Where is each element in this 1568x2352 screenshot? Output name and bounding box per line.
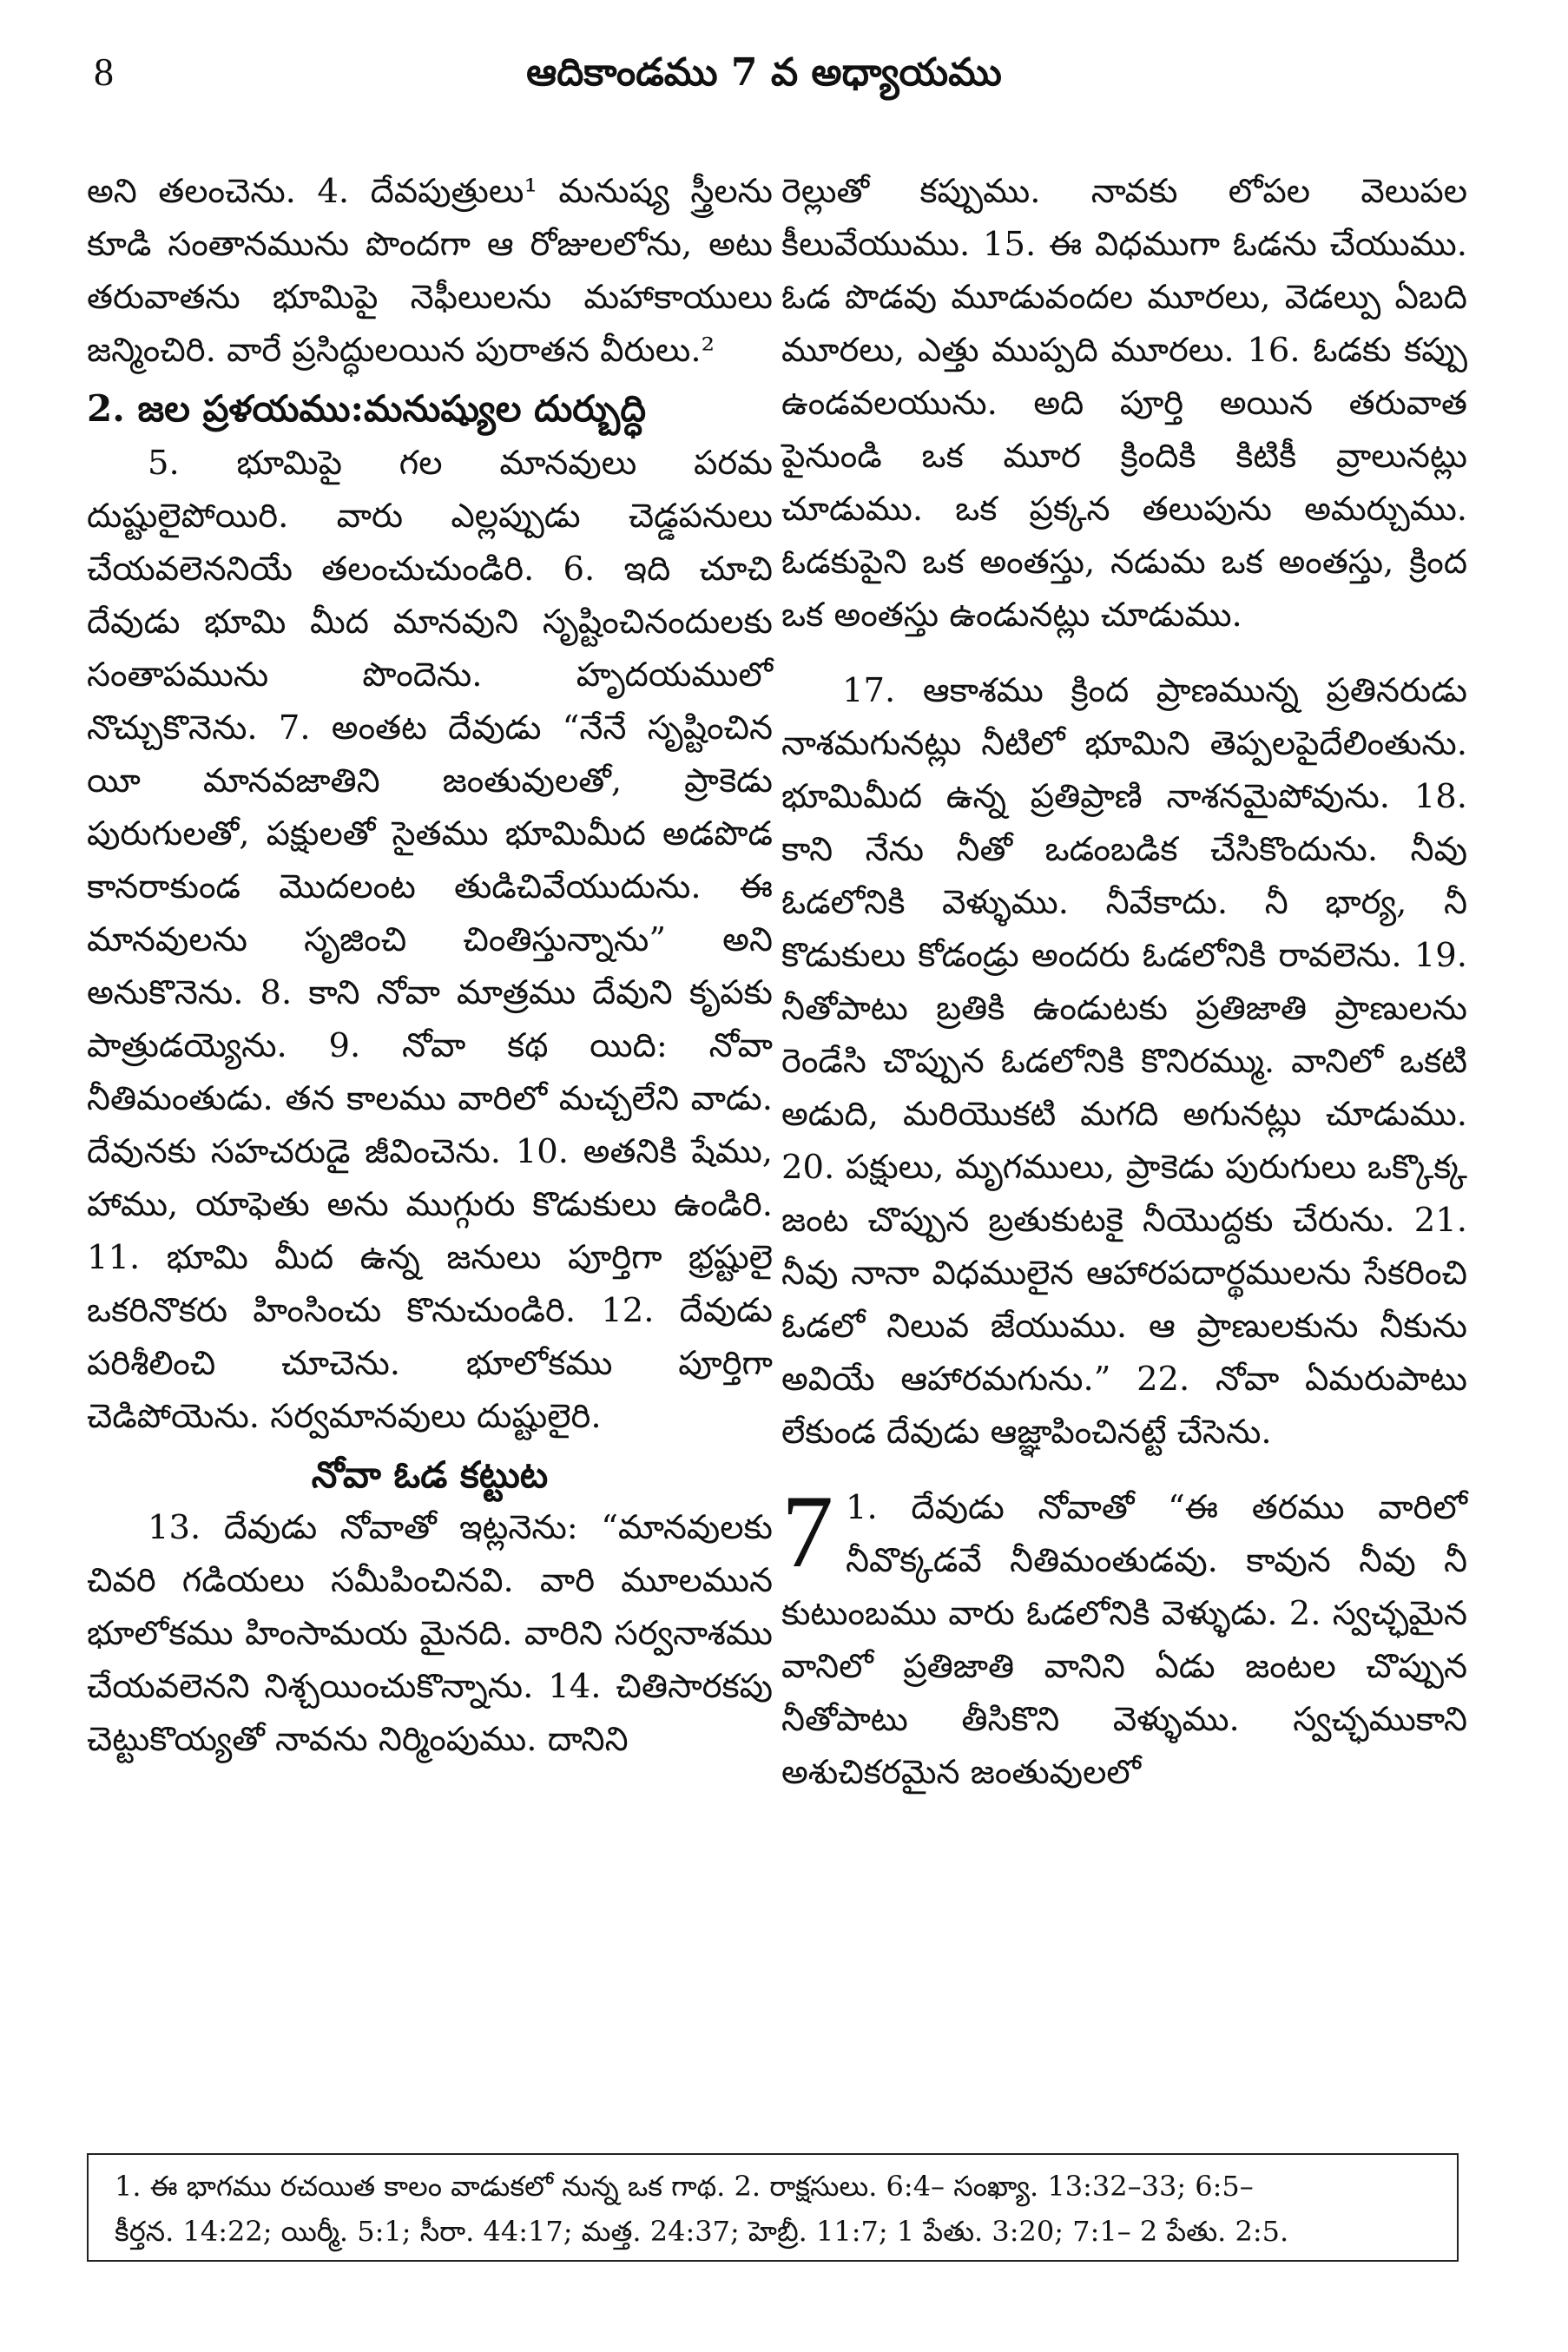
paragraph: 1. దేవుడు నోవాతో “ఈ తరము వారిలో నీవొక్కడవే నీతిమంతుడవు. కావున నీవు నీ కుటుంబము వారు ఓడలోనికి వెళ్ళుడు. 2. స్వచ్ఛమైన వానిలో ప్రతిజాతి వానిని ఏడు జంటల చొప్పున నీతోపాటు తీసికొని వెళ్ళుము. స్వచ్ఛముకాని అశుచికరమైన జంతువులలో <box>781 1488 1467 1792</box>
paragraph: 5. భూమిపై గల మానవులు పరమ దుష్టులైపోయిరి. వారు ఎల్లప్పుడు చెడ్డపనులు చేయవలెననియే తలంచుచుండిరి. 6. ఇది చూచి దేవుడు భూమి మీద మానవుని సృష్టించినందులకు సంతాపమును పొందెను. హృదయములో నొచ్చుకొనెను. 7. అంతట దేవుడు “నేనే సృష్టించిన యీ మానవజాతిని జంతువులతో, ప్రాకెడు పురుగులతో, పక్షులతో సైతము భూమిమీద అడపొడ కానరాకుండ మొదలంట తుడిచివేయుదును. ఈ మానవులను సృజించి చింతిస్తున్నాను” అని అనుకొనెను. 8. కాని నోవా మాత్రము దేవుని కృపకు పాత్రుడయ్యెను. 9. నోవా కథ యిది: నోవా నీతిమంతుడు. తన కాలము వారిలో మచ్చలేని వాడు. దేవునకు సహచరుడై జీవించెను. 10. అతనికి షేము, హాము, యాఫెతు అను ముగ్గురు కొడుకులు ఉండిరి. 11. భూమి మీద ఉన్న జనులు పూర్తిగా భ్రష్టులై ఒకరినొకరు హింసించు కొనుచుండిరి. 12. దేవుడు పరిశీలించి చూచెను. భూలోకము పూర్తిగా చెడిపోయెను. సర్వమానవులు దుష్టులైరి. <box>87 444 773 1436</box>
running-title: ఆదికాండము 7 వ అధ్యాయము <box>526 50 1002 95</box>
chapter-start <box>781 1473 1467 1799</box>
section-heading: 2. జల ప్రళయము:మనుష్యుల దుర్బుద్ధి <box>87 387 646 430</box>
footnote-line: 1. ఈ భాగము రచయిత కాలం వాడుకలో నున్న ఒక గాథ. 2. రాక్షసులు. 6:4– సంఖ్యా. 13:32–33; 6:5– <box>115 2170 1254 2203</box>
subsection-heading: నోవా ఓడ కట్టుట <box>311 1453 549 1496</box>
paragraph: 17. ఆకాశము క్రింద ప్రాణమున్న ప్రతినరుడు నాశమగునట్లు నీటిలో భూమిని తెప్పలపైదేలింతును. భూమిమీద ఉన్న ప్రతిప్రాణి నాశనమైపోవును. 18. కాని నేను నీతో ఒడంబడిక చేసికొందును. నీవు ఓడలోనికి వెళ్ళుము. నీవేకాదు. నీ భార్య, నీ కొడుకులు కోడండ్రు అందరు ఓడలోనికి రావలెను. 19. నీతోపాటు బ్రతికి ఉండుటకు ప్రతిజాతి ప్రాణులను రెండేసి చొప్పున ఓడలోనికి కొనిరమ్ము. వానిలో ఒకటి అడుది, మరియొకటి మగది అగునట్లు చూడుము. 20. పక్షులు, మృగములు, ప్రాకెడు పురుగులు ఒక్కొక్క జంట చొప్పున బ్రతుకుటకై నీయొద్దకు చేరును. 21. నీవు నానా విధములైన ఆహారపదార్థములను సేకరించి ఓడలో నిలువ జేయుము. ఆ ప్రాణులకును నీకును అవియే ఆహారమగును.” 22. నోవా ఏమరుపాటు లేకుండ దేవుడు ఆజ్ఞాపించినట్టే చేసెను. <box>781 671 1467 1452</box>
chapter-number: 7 <box>781 1473 833 1589</box>
footnote-line: కీర్తన. 14:22; యిర్మీ. 5:1; సీరా. 44:17; మత్త. 24:37; హెబ్రీ. 11:7; 1 పేతు. 3:20; 7:1– 2 పేతు. 2:5. <box>115 2215 1289 2248</box>
right-column <box>781 165 1467 1799</box>
left-column <box>87 165 773 1766</box>
paragraph: రెల్లుతో కప్పుము. నావకు లోపల వెలుపల కీలువేయుము. 15. ఈ విధముగా ఓడను చేయుము. ఓడ పొడవు మూడువందల మూరలు, వెడల్పు ఏబది మూరలు, ఎత్తు ముప్పది మూరలు. 16. ఓడకు కప్పు ఉండవలయును. అది పూర్తి అయిన తరువాత పైనుండి ఒక మూర క్రిందికి కిటికీ వ్రాలునట్లు చూడుము. ఒక ప్రక్కన తలుపును అమర్చుము. ఓడకుపైని ఒక అంతస్తు, నడుమ ఒక అంతస్తు, క్రింద ఒక అంతస్తు ఉండునట్లు చూడుము. <box>781 172 1467 635</box>
paragraph: అని తలంచెను. 4. దేవపుత్రులు¹ మనుష్య స్త్రీలను కూడి సంతానమును పొందగా ఆ రోజులలోను, అటు తరువాతను భూమిపై నెఫీలులను మహాకాయులు జన్మించిరి. వారే ప్రసిద్ధులయిన పురాతన వీరులు.² <box>87 172 773 370</box>
page-header <box>87 35 1441 113</box>
paragraph: 13. దేవుడు నోవాతో ఇట్లనెను: “మానవులకు చివరి గడియలు సమీపించినవి. వారి మూలమున భూలోకము హింసామయ మైనది. వారిని సర్వనాశము చేయవలెనని నిశ్చయించుకొన్నాను. 14. చితిసారకపు చెట్టుకొయ్యతో నావను నిర్మింపుము. దానిని <box>87 1508 773 1759</box>
footnotes-box <box>87 2153 1459 2262</box>
page-number: 8 <box>94 49 114 94</box>
